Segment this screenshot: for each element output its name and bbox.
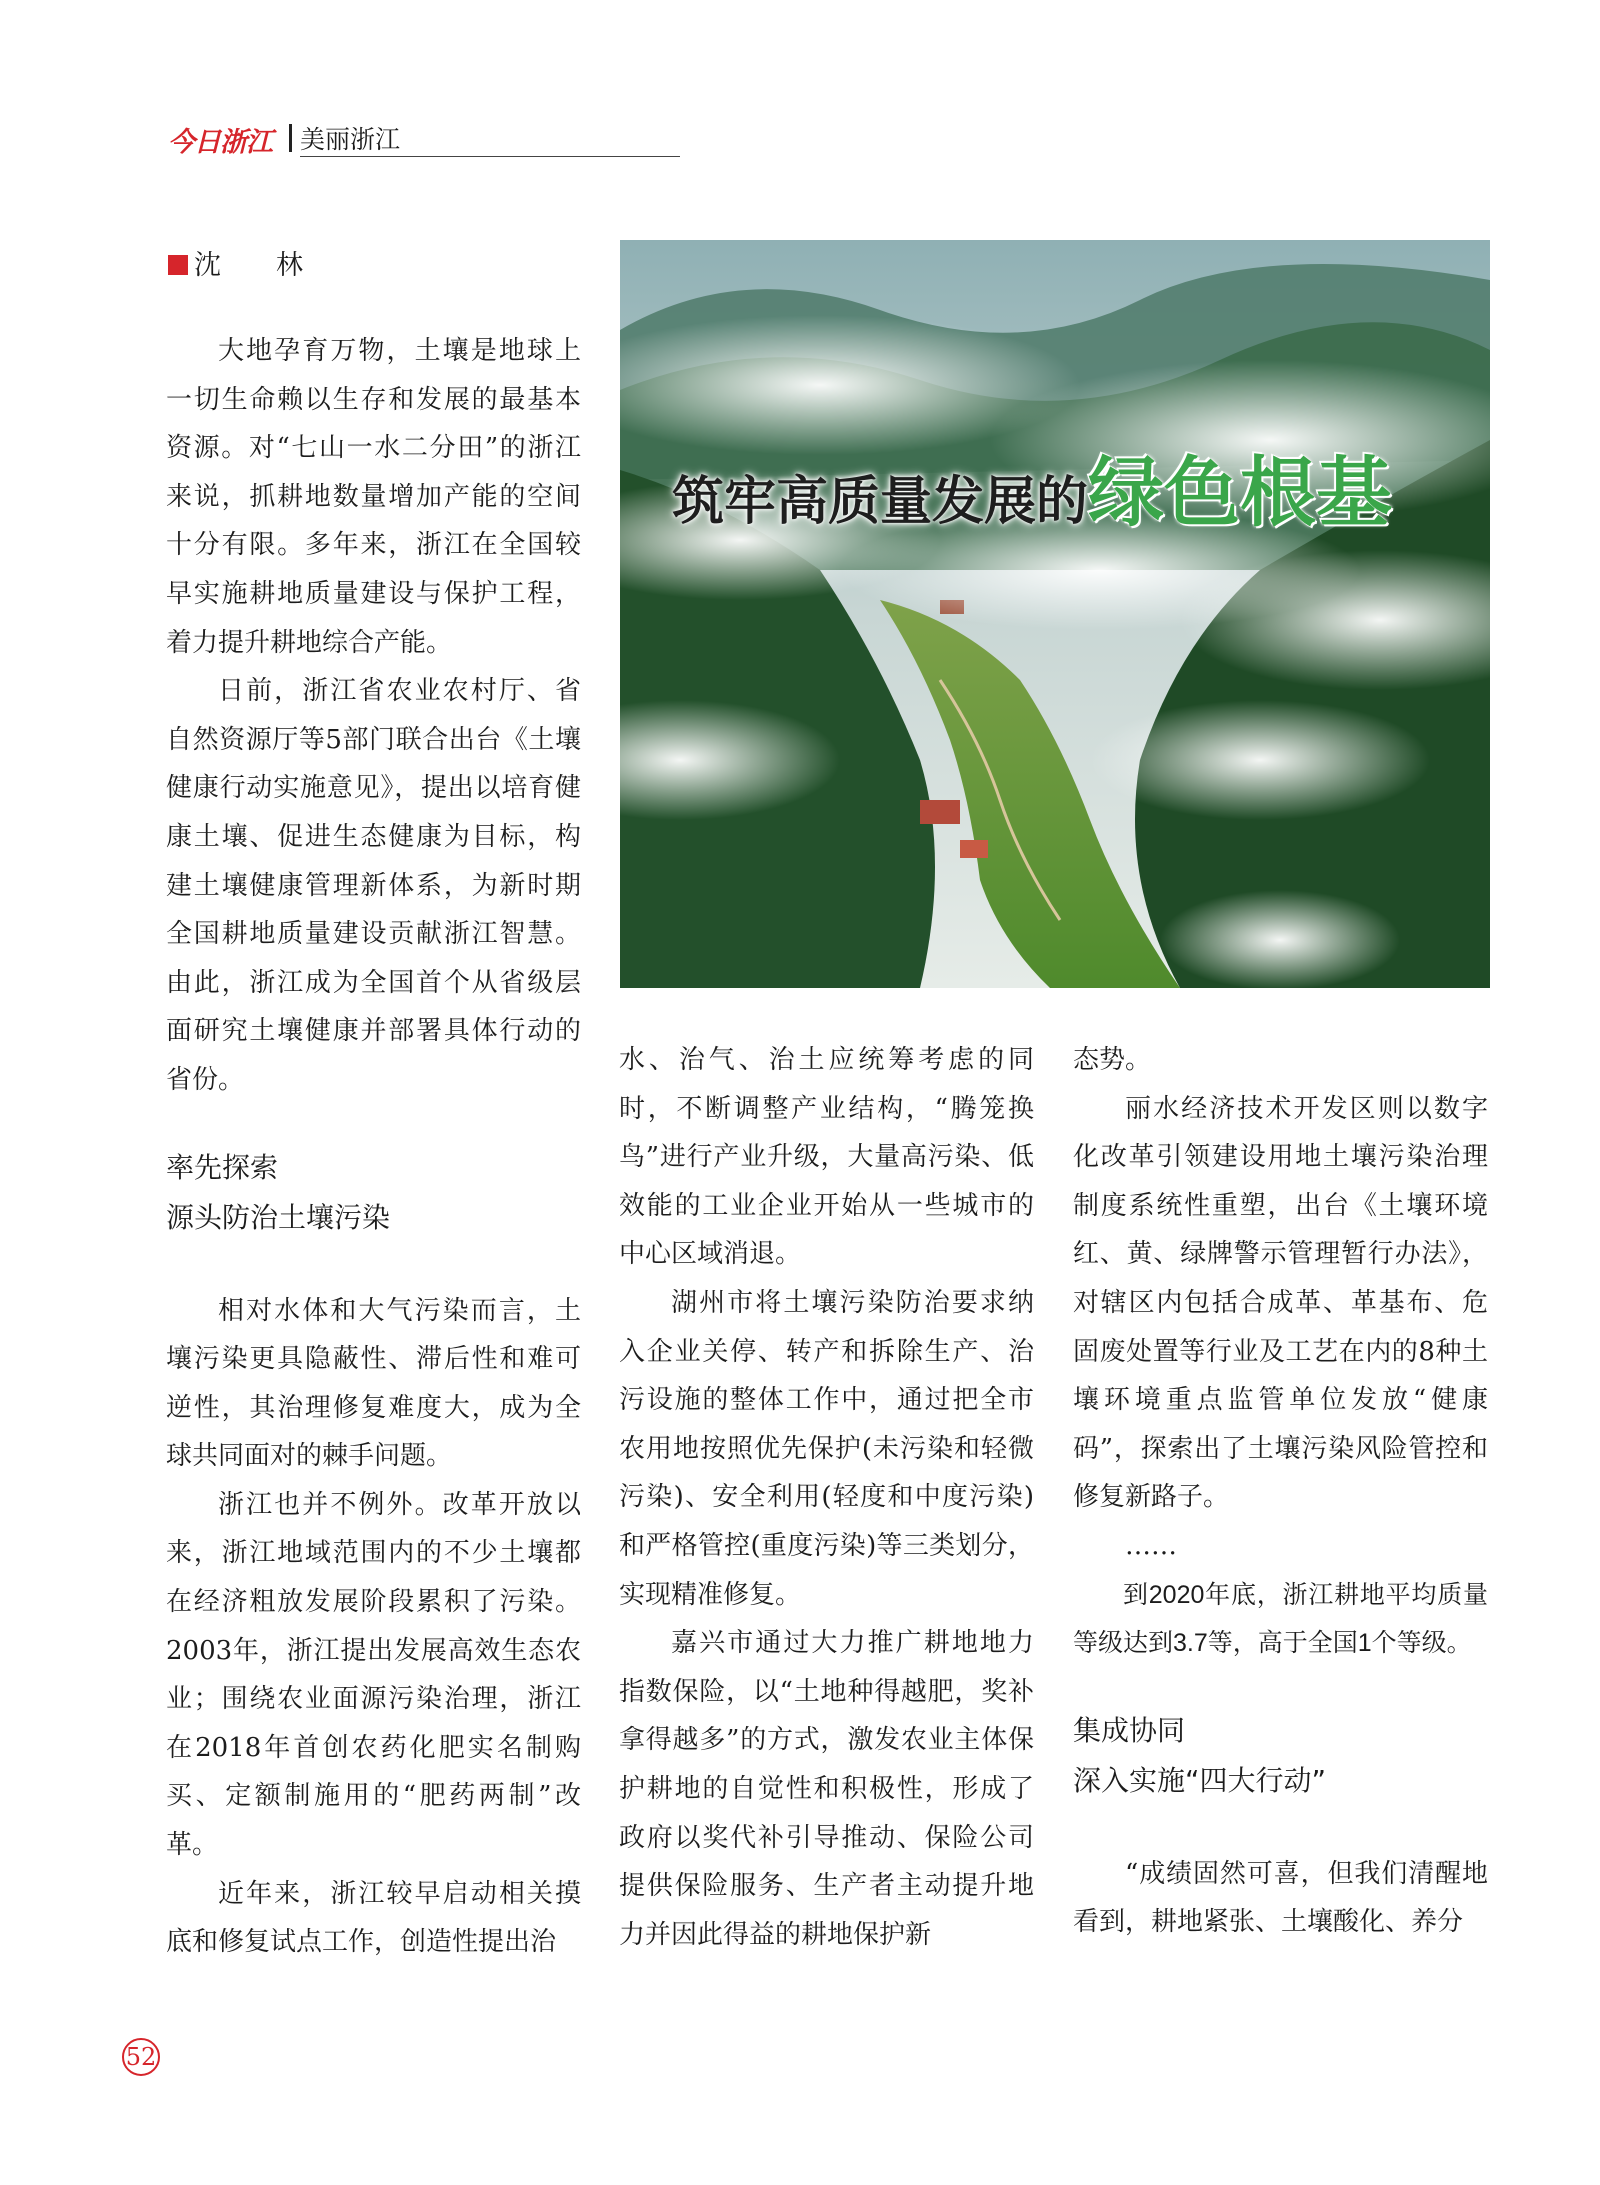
section-subheading: 深入实施“四大行动” [1073, 1763, 1327, 1797]
paragraph: 嘉兴市通过大力推广耕地地力指数保险，以“土地种得越肥，奖补拿得越多”的方式，激发农业主体保护耕地的自觉性和积极性，形成了政府以奖代补引导推动、保险公司提供保险服务、生产者主动提升地力并因此得益的耕地保护新 [619, 1628, 1034, 1950]
title-main: 筑牢高质量发展的 [672, 471, 1089, 532]
header-rule [300, 156, 680, 157]
section-heading: 集成协同 [1073, 1713, 1186, 1747]
article-column-1 [166, 327, 581, 1967]
paragraph: 水、治气、治土应统筹考虑的同时，不断调整产业结构，“腾笼换鸟”进行产业升级，大量高污染、低效能的工业企业开始从一些城市的中心区域消退。 [619, 1045, 1034, 1270]
section-subheading: 源头防治土壤污染 [166, 1200, 391, 1234]
paragraph: 相对水体和大气污染而言，土壤污染更具隐蔽性、滞后性和难可逆性，其治理修复难度大，成为全球共同面对的棘手问题。 [166, 1295, 581, 1472]
paragraph: “成绩固然可喜，但我们清醒地看到，耕地紧张、土壤酸化、养分 [1073, 1858, 1488, 1938]
paragraph: 日前，浙江省农业农村厅、省自然资源厅等5部门联合出台《土壤健康行动实施意见》，提出以培育健康土壤、促进生态健康为目标，构建土壤健康管理新体系，为新时期全国耕地质量建设贡献浙江智慧。由此，浙江成为全国首个从省级层面研究土壤健康并部署具体行动的省份。 [166, 676, 581, 1095]
hero-landscape-image [620, 240, 1490, 988]
mountain-valley-illustration [620, 240, 1490, 988]
title-highlight: 绿色根基 [1088, 448, 1393, 537]
section-name: 美丽浙江 [300, 125, 401, 154]
article-column-3 [1073, 1036, 1488, 1947]
magazine-logo: 今日浙江 [168, 127, 272, 158]
paragraph: 湖州市将土壤污染防治要求纳入企业关停、转产和拆除生产、治污设施的整体工作中，通过把全市农用地按照优先保护(未污染和轻微污染)、安全利用(轻度和中度污染)和严格管控(重度污染)等三类划分，实现精准修复。 [619, 1287, 1034, 1610]
paragraph: 丽水经济技术开发区则以数字化改革引领建设用地土壤污染治理制度系统性重塑，出台《土壤环境红、黄、绿牌警示管理暂行办法》，对辖区内包括合成革、革基布、危固废处置等行业及工艺在内的8种土壤环境重点监管单位发放“健康码”，探索出了土壤污染风险管控和修复新路子。 [1073, 1093, 1488, 1513]
paragraph: 大地孕育万物，土壤是地球上一切生命赖以生存和发展的最基本资源。对“七山一水二分田”的浙江来说，抓耕地数量增加产能的空间十分有限。多年来，浙江在全国较早实施耕地质量建设与保护工程，着力提升耕地综合产能。 [166, 336, 581, 658]
ellipsis: …… [1125, 1530, 1177, 1561]
article-title [672, 432, 1392, 541]
paragraph: 近年来，浙江较早启动相关摸底和修复试点工作，创造性提出治 [166, 1878, 581, 1958]
author-name: 沈 林 [194, 250, 317, 281]
header-divider [289, 124, 292, 152]
paragraph: 浙江也并不例外。改革开放以来，浙江地域范围内的不少土壤都在经济粗放发展阶段累积了污染。2003年，浙江提出发展高效生态农业；围绕农业面源污染治理，浙江在2018年首创农药化肥实名制购买、定额制施用的“肥药两制”改革。 [166, 1489, 581, 1861]
author-byline [168, 243, 317, 282]
paragraph: 到2020年底，浙江耕地平均质量等级达到3.7等，高于全国1个等级。 [1073, 1580, 1488, 1658]
red-square-icon [168, 255, 188, 275]
page-header [168, 120, 512, 160]
article-column-2 [619, 1036, 1034, 1959]
paragraph: 态势。 [1073, 1045, 1152, 1075]
section-heading: 率先探索 [166, 1150, 279, 1184]
page-number: 52 [122, 2038, 160, 2076]
